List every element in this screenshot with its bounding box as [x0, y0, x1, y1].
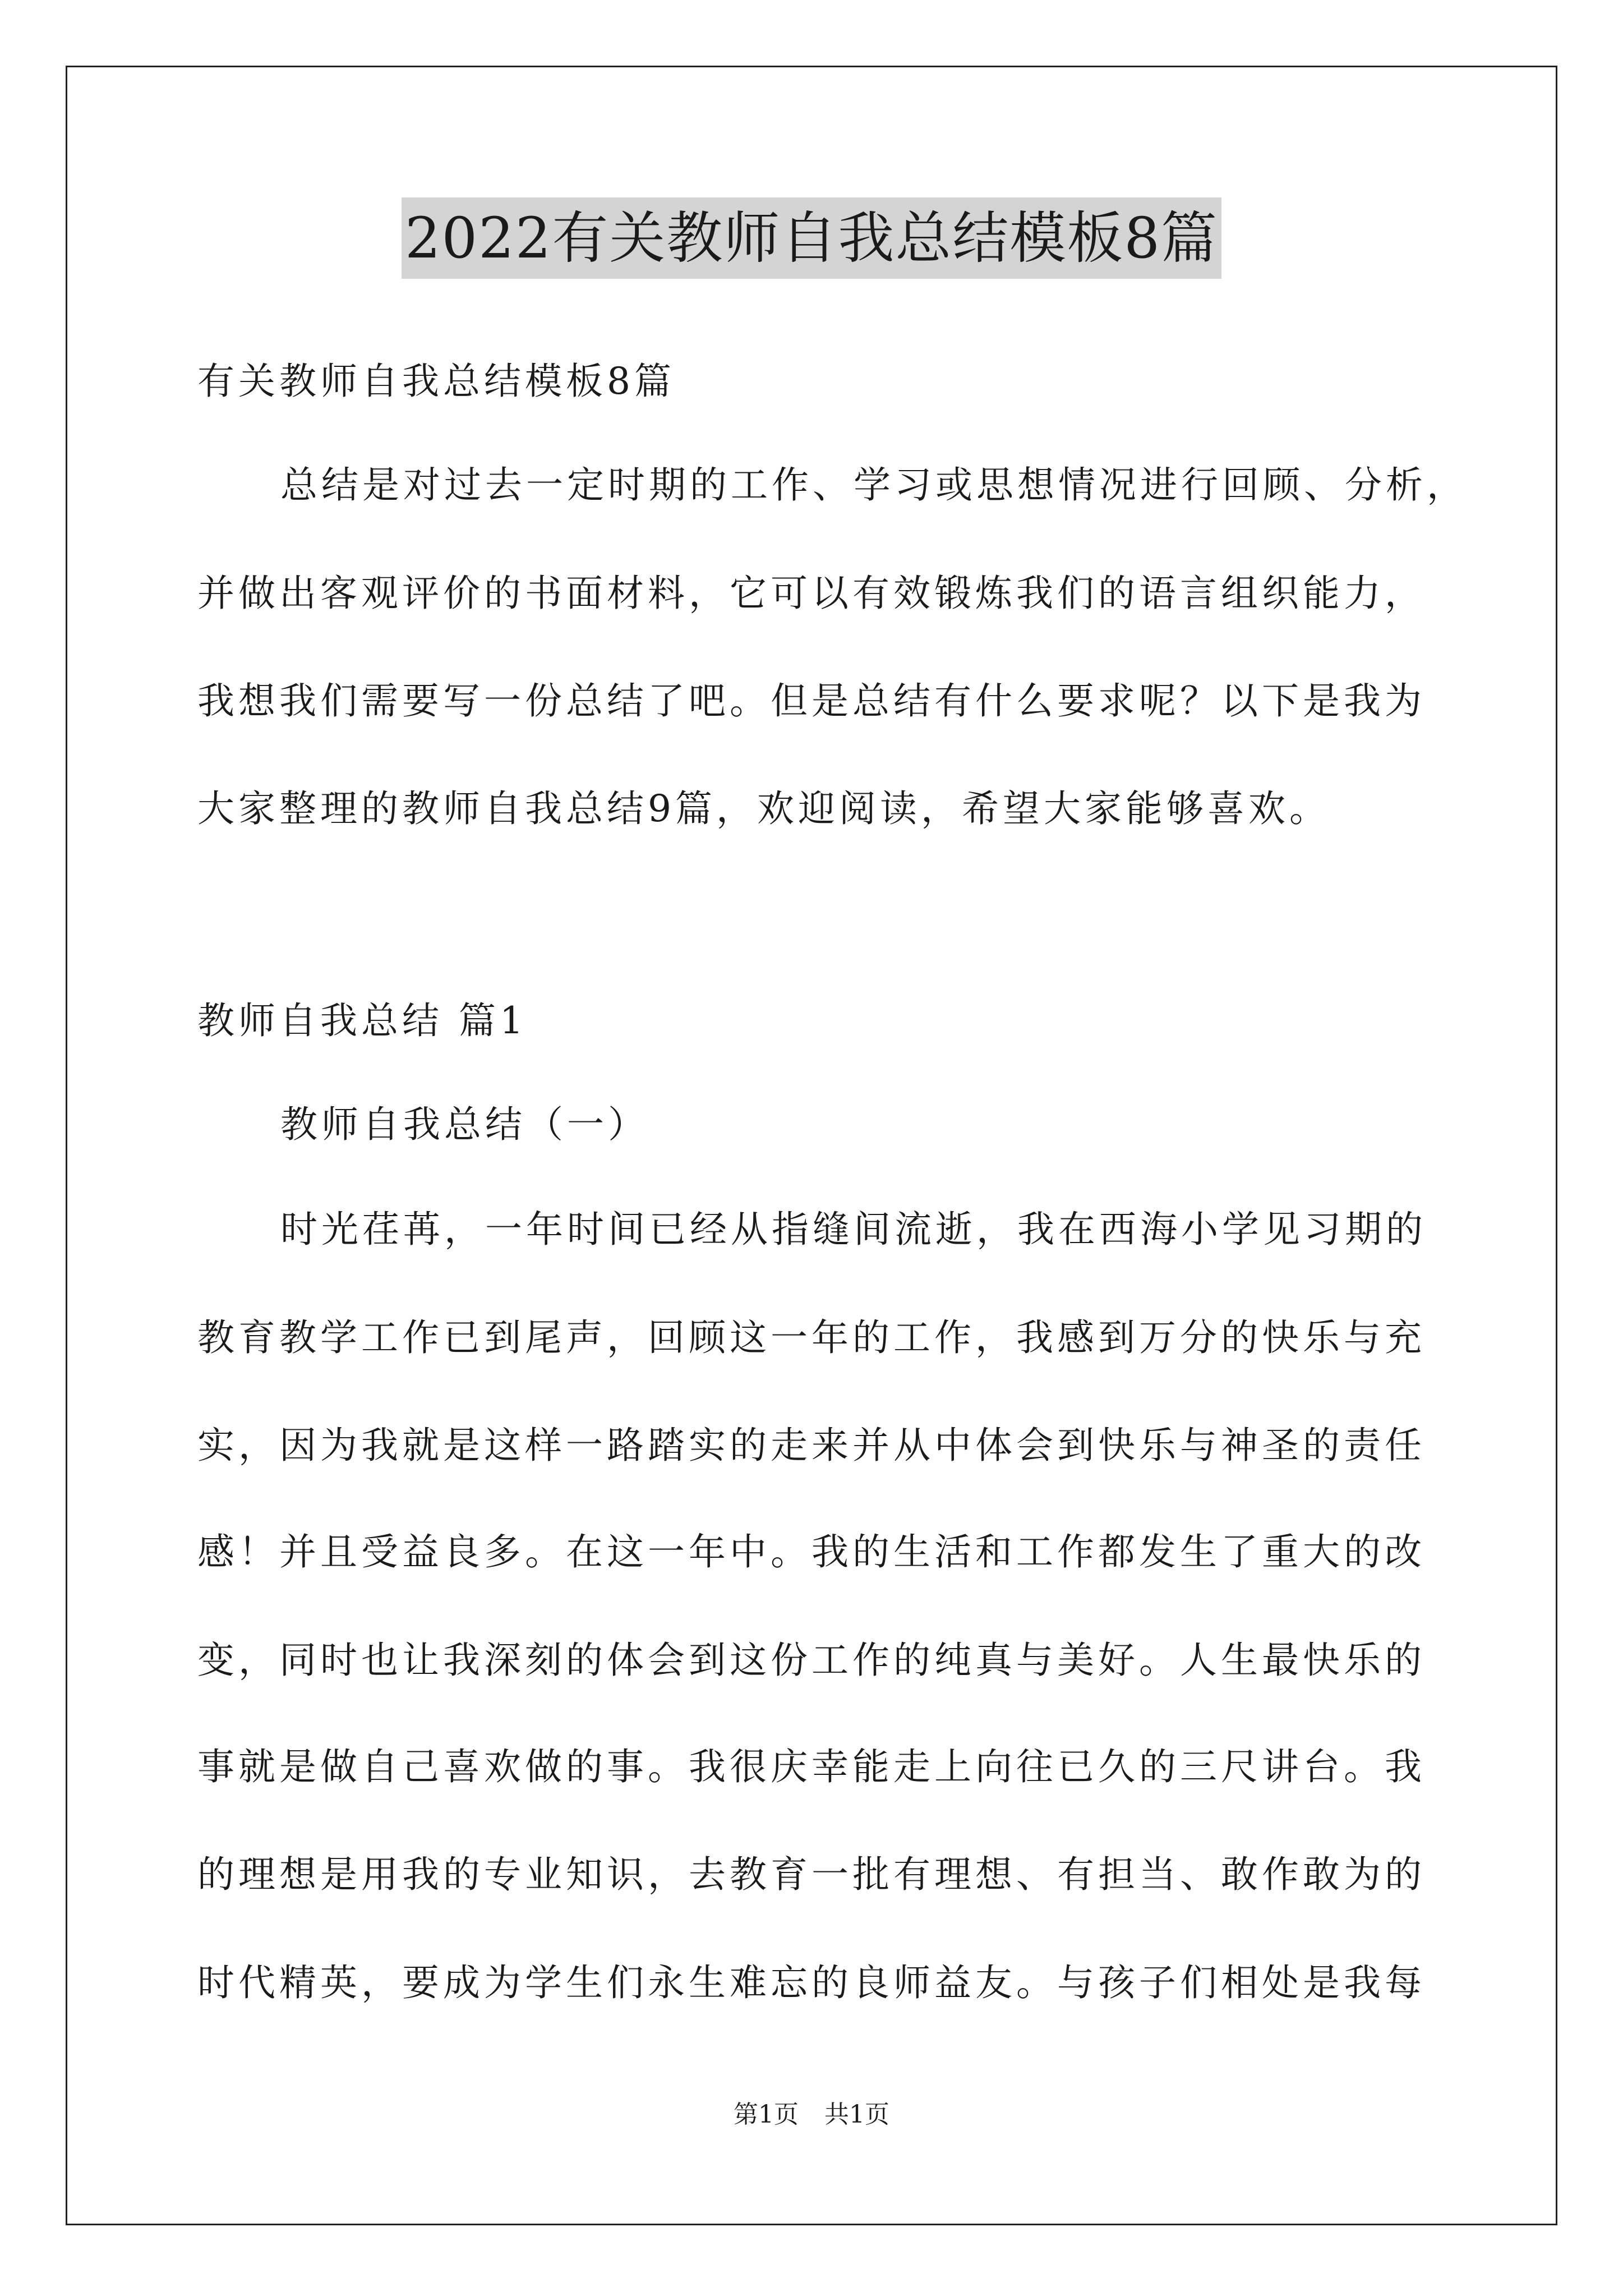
body-line: 教育教学工作已到尾声，回顾这一年的工作，我感到万分的快乐与充 [197, 1316, 1426, 1359]
page-total: 共1页 [824, 2100, 889, 2129]
document-title: 2022有关教师自我总结模板8篇 [402, 197, 1221, 279]
intro-line: 大家整理的教师自我总结9篇，欢迎阅读，希望大家能够喜欢。 [197, 787, 1330, 830]
intro-line: 总结是对过去一定时期的工作、学习或思想情况进行回顾、分析， [280, 463, 1468, 507]
page-footer [0, 2098, 1623, 2132]
section-subheading: 教师自我总结（一） [280, 1103, 649, 1146]
body-line: 感！并且受益良多。在这一年中。我的生活和工作都发生了重大的改 [197, 1530, 1426, 1573]
intro-line: 我想我们需要写一份总结了吧。但是总结有什么要求呢？以下是我为 [197, 679, 1426, 723]
document-subtitle: 有关教师自我总结模板8篇 [197, 360, 675, 403]
body-line: 的理想是用我的专业知识，去教育一批有理想、有担当、敢作敢为的 [197, 1853, 1426, 1896]
body-line: 变，同时也让我深刻的体会到这份工作的纯真与美好。人生最快乐的 [197, 1639, 1426, 1682]
page-number: 第1页 [734, 2100, 799, 2129]
body-line: 实，因为我就是这样一路踏实的走来并从中体会到快乐与神圣的责任 [197, 1424, 1426, 1467]
body-line: 时光荏苒，一年时间已经从指缝间流逝，我在西海小学见习期的 [280, 1208, 1427, 1251]
title-container [0, 197, 1623, 279]
body-line: 时代精英，要成为学生们永生难忘的良师益友。与孩子们相处是我每 [197, 1961, 1426, 2004]
section-heading: 教师自我总结 篇1 [197, 999, 527, 1042]
body-line: 事就是做自己喜欢做的事。我很庆幸能走上向往已久的三尺讲台。我 [197, 1745, 1426, 1788]
intro-line: 并做出客观评价的书面材料，它可以有效锻炼我们的语言组织能力， [197, 572, 1426, 615]
